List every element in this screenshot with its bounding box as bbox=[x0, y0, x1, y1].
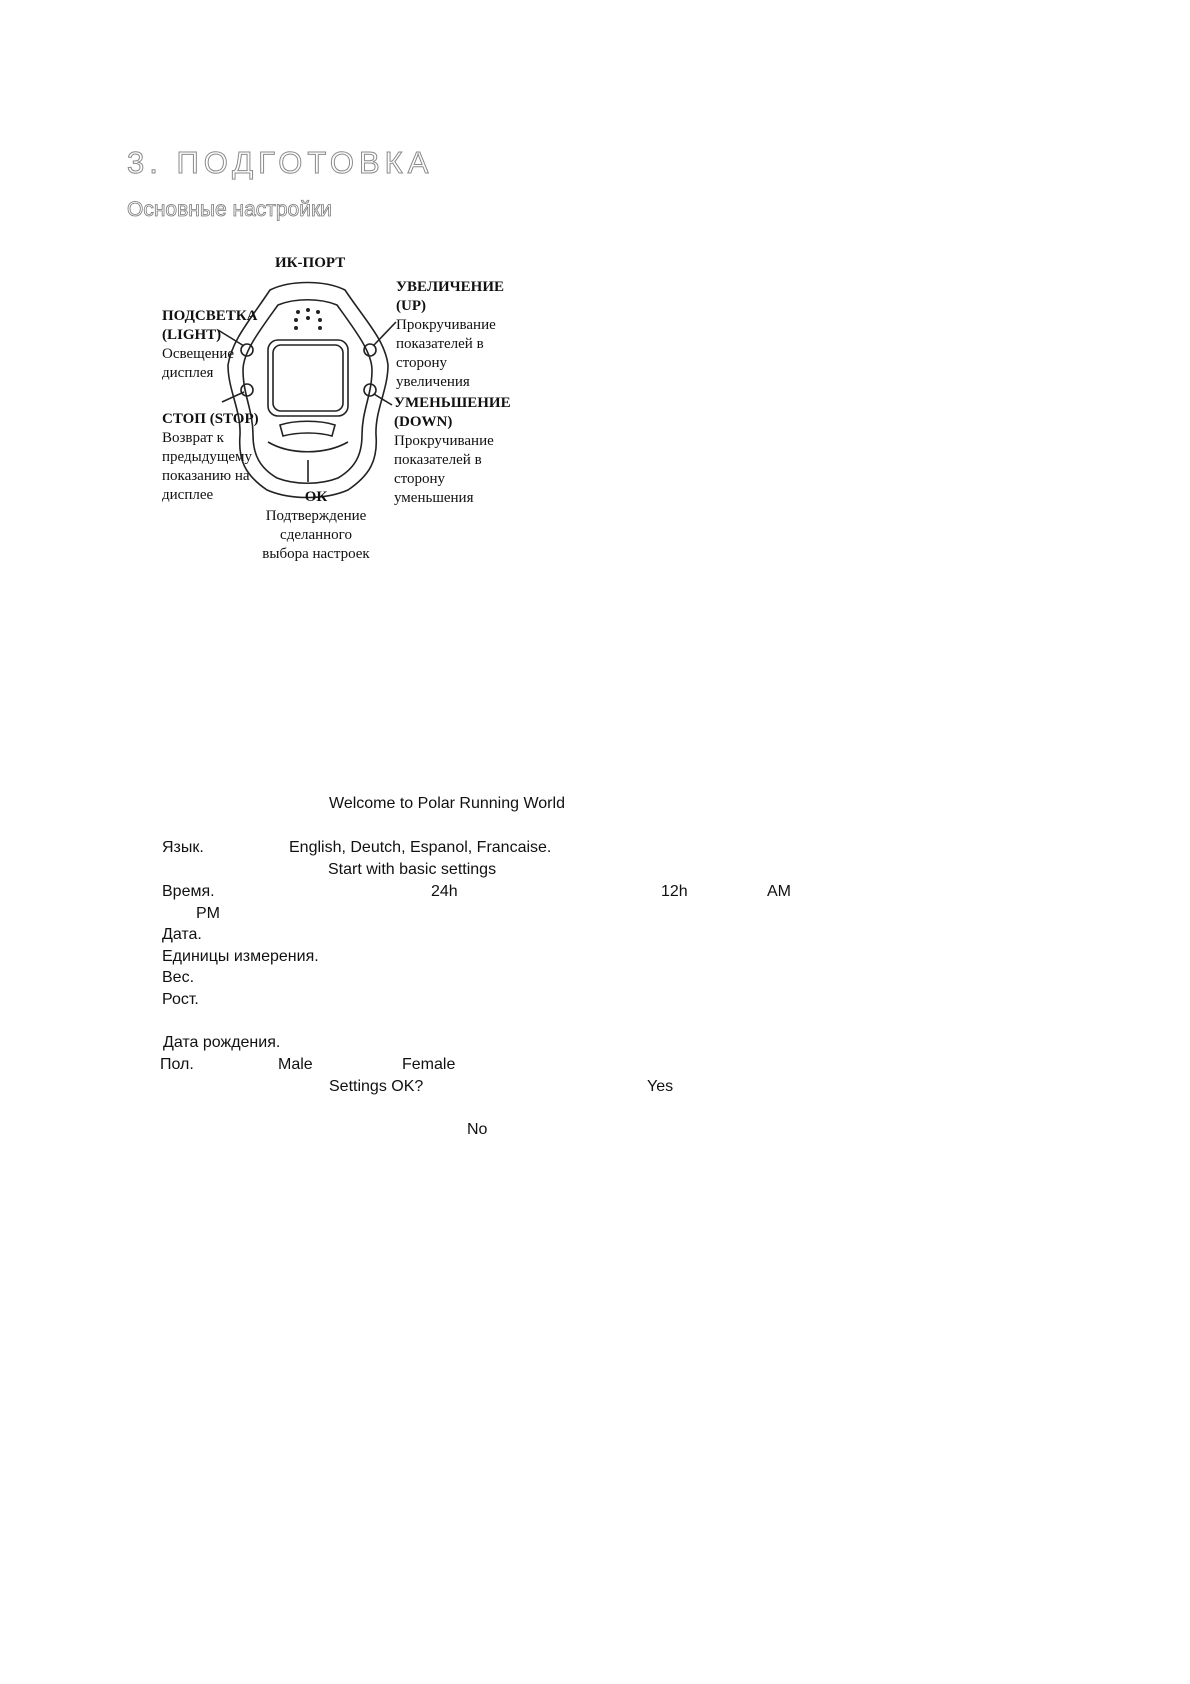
section-subheading: Основные настройки bbox=[127, 198, 332, 221]
time-am: AM bbox=[767, 883, 791, 900]
welcome-text: Welcome to Polar Running World bbox=[329, 795, 565, 812]
down-button-label: УМЕНЬШЕНИЕ (DOWN) Прокручивание показателей в сторону уменьшения bbox=[394, 395, 511, 506]
start-settings-text: Start with basic settings bbox=[328, 861, 497, 878]
sex-female: Female bbox=[402, 1056, 456, 1073]
sex-male: Male bbox=[278, 1056, 313, 1073]
height-label: Рост. bbox=[162, 991, 199, 1008]
watch-display bbox=[268, 340, 348, 416]
section-heading: 3. ПОДГОТОВКА bbox=[127, 145, 434, 180]
watch-diagram bbox=[150, 255, 570, 610]
time-pm: PM bbox=[196, 905, 220, 922]
watch-ok-button-shape bbox=[280, 421, 335, 436]
time-12h: 12h bbox=[661, 883, 688, 900]
time-label: Время. bbox=[162, 883, 215, 900]
language-label: Язык. bbox=[162, 839, 204, 856]
watch-bezel bbox=[243, 300, 372, 484]
settings-no: No bbox=[467, 1121, 488, 1138]
birthdate-label: Дата рождения. bbox=[163, 1034, 281, 1051]
sex-label: Пол. bbox=[160, 1056, 194, 1073]
stop-button-label: СТОП (STOP) Возврат к предыдущему показанию на дисплее bbox=[162, 411, 259, 503]
units-label: Единицы измерения. bbox=[162, 948, 319, 965]
stop-button-shape bbox=[241, 384, 253, 396]
up-button-label: УВЕЛИЧЕНИЕ (UP) Прокручивание показателей в сторону увеличения bbox=[396, 279, 505, 390]
language-options: English, Deutch, Espanol, Francaise. bbox=[289, 839, 552, 856]
weight-label: Вес. bbox=[162, 969, 195, 986]
settings-ok-question: Settings OK? bbox=[329, 1078, 424, 1095]
time-24h: 24h bbox=[431, 883, 458, 900]
settings-yes: Yes bbox=[647, 1078, 674, 1095]
date-label: Дата. bbox=[162, 926, 202, 943]
ir-port-label: ИК-ПОРТ bbox=[275, 255, 346, 271]
ok-button-label: ОК Подтверждение сделанного выбора настроек bbox=[262, 489, 370, 562]
light-button-label: ПОДСВЕТКА (LIGHT) Освещение дисплея bbox=[162, 308, 258, 381]
